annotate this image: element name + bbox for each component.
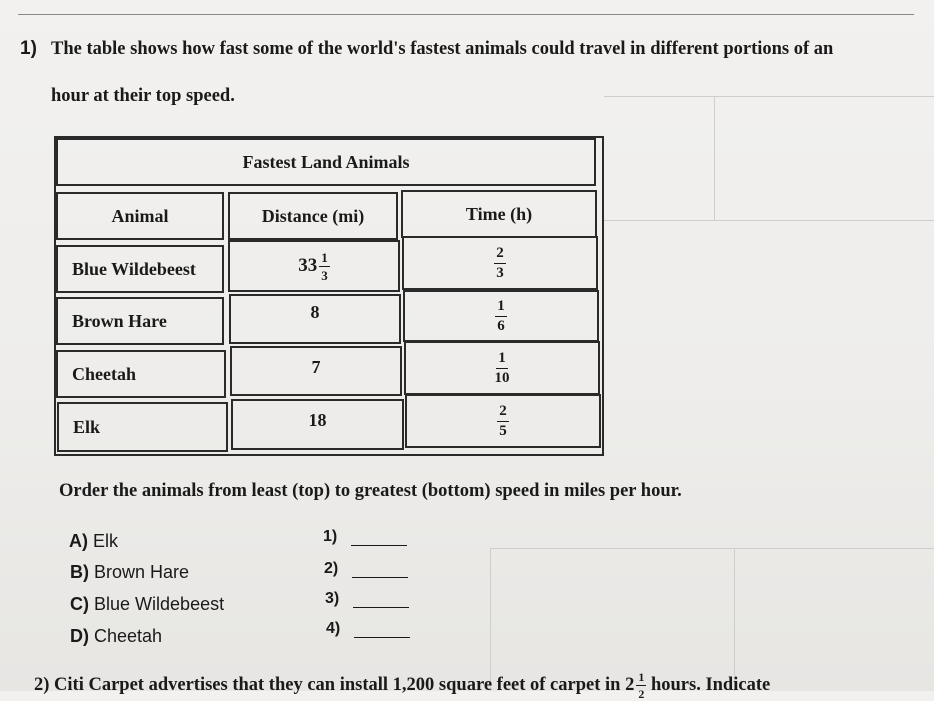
fraction-denominator: 5 bbox=[499, 422, 507, 439]
fraction-numerator: 1 bbox=[321, 249, 328, 265]
header-distance bbox=[228, 192, 398, 240]
blank-line[interactable] bbox=[354, 624, 410, 638]
fraction bbox=[495, 299, 507, 334]
header-animal-text: Animal bbox=[111, 205, 169, 226]
header-time bbox=[401, 190, 597, 238]
fraction bbox=[636, 671, 646, 700]
option-name: Cheetah bbox=[94, 626, 163, 646]
ghost-line bbox=[604, 220, 934, 221]
question-number: 1) bbox=[20, 38, 37, 59]
option-name: Brown Hare bbox=[94, 562, 190, 582]
distance-whole: 33 bbox=[298, 255, 318, 276]
question-number: 2) bbox=[34, 675, 50, 695]
fraction-numerator: 2 bbox=[497, 404, 509, 422]
header-distance-text: Distance (mi) bbox=[261, 205, 365, 226]
table-row-distance bbox=[231, 399, 404, 450]
answer-blank-3[interactable] bbox=[325, 590, 409, 608]
answer-blank-2[interactable] bbox=[324, 560, 408, 578]
blank-line[interactable] bbox=[352, 564, 408, 578]
ghost-line bbox=[714, 96, 715, 220]
blank-line[interactable] bbox=[351, 532, 407, 546]
mixed-number bbox=[625, 671, 646, 700]
blank-label: 1) bbox=[323, 528, 338, 545]
animal-name: Elk bbox=[73, 416, 101, 437]
table-row-animal bbox=[56, 350, 226, 398]
ghost-line bbox=[490, 548, 491, 691]
mixed-whole: 2 bbox=[625, 675, 635, 695]
ghost-line bbox=[604, 96, 934, 97]
table-row-time bbox=[404, 341, 600, 395]
table-row-animal bbox=[56, 245, 224, 293]
table-row-distance bbox=[229, 294, 401, 344]
option-name: Blue Wildebeest bbox=[94, 594, 225, 614]
fraction-denominator: 3 bbox=[321, 267, 328, 283]
mixed-number bbox=[298, 251, 330, 282]
question-text: Citi Carpet advertises that they can install 1,200 square feet of carpet in bbox=[54, 675, 621, 695]
table-title-text: Fastest Land Animals bbox=[242, 151, 410, 172]
question-2-partial bbox=[34, 671, 770, 700]
table-row-distance bbox=[228, 240, 400, 292]
fraction-denominator: 6 bbox=[497, 317, 505, 334]
option-brown-hare bbox=[70, 562, 189, 583]
table-title bbox=[56, 138, 596, 186]
fraction-numerator: 1 bbox=[495, 299, 507, 317]
distance-whole: 7 bbox=[311, 356, 321, 377]
option-cheetah bbox=[70, 626, 162, 647]
table-row-time bbox=[402, 236, 598, 290]
answer-blank-1[interactable] bbox=[323, 528, 407, 546]
fraction-denominator: 10 bbox=[494, 369, 510, 386]
blank-label: 2) bbox=[324, 560, 339, 577]
animal-name: Brown Hare bbox=[72, 310, 167, 331]
fraction-numerator: 1 bbox=[638, 670, 645, 684]
order-instruction: Order the animals from least (top) to greatest (bottom) speed in miles per hour. bbox=[59, 481, 682, 501]
blank-line[interactable] bbox=[353, 594, 409, 608]
ghost-line bbox=[490, 548, 934, 549]
table-row-animal bbox=[57, 402, 228, 452]
question-text-line1: The table shows how fast some of the world's fastest animals could travel in different portions of an bbox=[51, 39, 834, 59]
fraction bbox=[495, 351, 510, 386]
ghost-line bbox=[734, 548, 735, 691]
blank-label: 4) bbox=[326, 620, 341, 637]
fraction-numerator: 2 bbox=[494, 246, 506, 264]
question-text-end: hours. Indicate bbox=[650, 675, 771, 695]
table-row-time bbox=[403, 290, 599, 342]
option-letter: D) bbox=[70, 626, 89, 646]
option-blue-wildebeest bbox=[70, 594, 224, 615]
top-rule bbox=[18, 14, 914, 15]
fraction-numerator: 1 bbox=[496, 351, 508, 369]
table-row-distance bbox=[230, 346, 402, 396]
header-animal bbox=[56, 192, 224, 240]
option-letter: B) bbox=[70, 562, 89, 582]
blank-label: 3) bbox=[325, 590, 340, 607]
option-elk bbox=[69, 531, 118, 552]
distance-whole: 8 bbox=[310, 301, 320, 322]
header-time-text: Time (h) bbox=[465, 203, 533, 224]
fraction-denominator: 2 bbox=[638, 687, 645, 701]
option-name: Elk bbox=[93, 531, 119, 551]
table-row-time bbox=[405, 394, 601, 448]
fraction-denominator: 3 bbox=[496, 264, 504, 281]
fraction bbox=[319, 251, 330, 282]
animal-name: Cheetah bbox=[72, 363, 136, 384]
fraction bbox=[494, 246, 506, 281]
answer-blank-4[interactable] bbox=[326, 620, 410, 638]
distance-whole: 18 bbox=[308, 410, 327, 430]
table-row-animal bbox=[56, 297, 224, 345]
animal-name: Blue Wildebeest bbox=[72, 258, 196, 279]
option-letter: A) bbox=[69, 531, 88, 551]
question-text-line2: hour at their top speed. bbox=[51, 86, 235, 106]
fraction bbox=[497, 404, 509, 439]
option-letter: C) bbox=[70, 594, 89, 614]
